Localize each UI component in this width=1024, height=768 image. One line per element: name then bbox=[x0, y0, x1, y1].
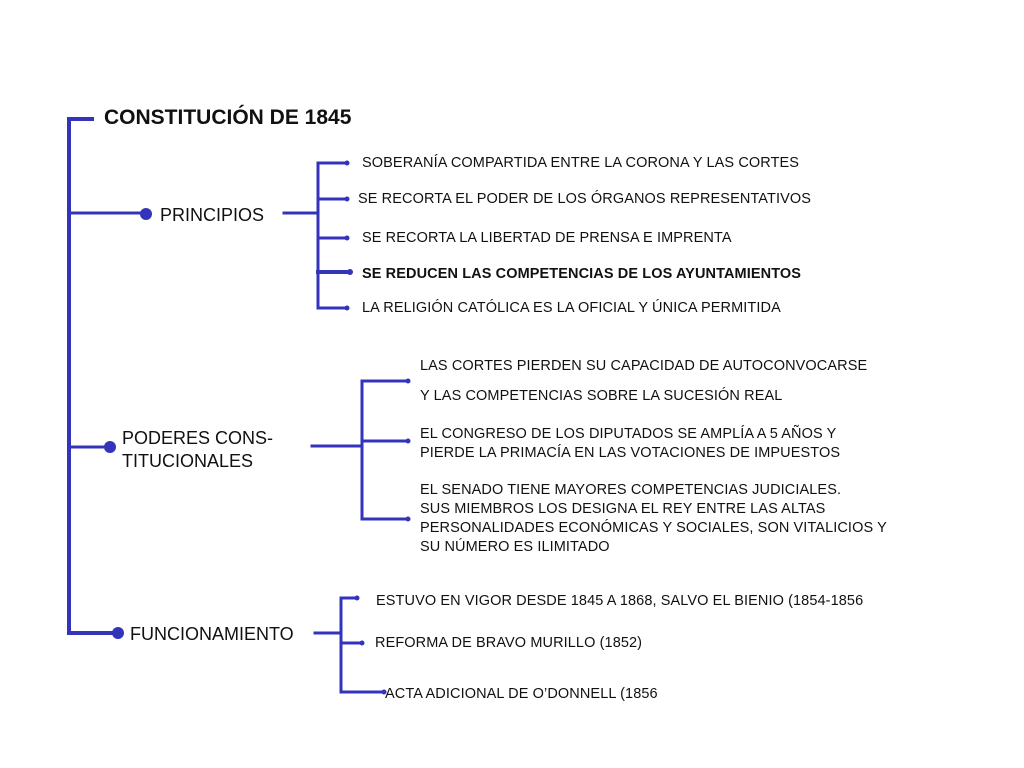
principio-item-2: SE RECORTA EL PODER DE LOS ÓRGANOS REPRESENTATIVOS bbox=[358, 191, 811, 207]
bullet-poderes bbox=[104, 441, 116, 453]
principio-item-4: SE REDUCEN LAS COMPETENCIAS DE LOS AYUNTAMIENTOS bbox=[362, 266, 802, 282]
bullet-principio-2 bbox=[345, 197, 350, 202]
bullet-poder-2 bbox=[406, 439, 411, 444]
bullet-principio-3 bbox=[345, 236, 350, 241]
bullet-principio-1 bbox=[345, 161, 350, 166]
bullet-principios bbox=[140, 208, 152, 220]
bullet-funcionamiento bbox=[112, 627, 124, 639]
principio-item-5: LA RELIGIÓN CATÓLICA ES LA OFICIAL Y ÚNICA PERMITIDA bbox=[362, 300, 781, 316]
branch-funcionamiento-label: FUNCIONAMIENTO bbox=[130, 624, 294, 644]
poderes-bracket bbox=[362, 381, 408, 519]
bullet-principio-5 bbox=[345, 306, 350, 311]
funcion-item-2: REFORMA DE BRAVO MURILLO (1852) bbox=[375, 635, 643, 651]
poder-item-1: LAS CORTES PIERDEN SU CAPACIDAD DE AUTOCONVOCARSE bbox=[420, 358, 868, 374]
branch-principios-label: PRINCIPIOS bbox=[160, 205, 265, 225]
main-trunk bbox=[69, 119, 118, 633]
poder-item-2: Y LAS COMPETENCIAS SOBRE LA SUCESIÓN REAL bbox=[420, 388, 783, 404]
funcion-item-1: ESTUVO EN VIGOR DESDE 1845 A 1868, SALVO EL BIENIO (1854-1856 bbox=[376, 593, 864, 609]
bullet-poder-1 bbox=[406, 379, 411, 384]
poder-item-4: EL SENADO TIENE MAYORES COMPETENCIAS JUDICIALES. SUS MIEMBROS LOS DESIGNA EL REY ENTRE LAS ALTAS PERSONALIDADES ECONÓMICAS Y SOCIALES, SON VITALICIOS Y SU NÚMERO ES ILIMITADO bbox=[420, 482, 887, 555]
funcion-item-3: ACTA ADICIONAL DE O’DONNELL (1856 bbox=[385, 686, 658, 702]
bullet-funcion-1 bbox=[355, 596, 360, 601]
bullet-funcion-2 bbox=[360, 641, 365, 646]
principio-item-3: SE RECORTA LA LIBERTAD DE PRENSA E IMPRENTA bbox=[362, 230, 732, 246]
page-title: CONSTITUCIÓN DE 1845 bbox=[104, 106, 352, 129]
bullet-principio-4 bbox=[347, 269, 353, 275]
principios-bracket bbox=[318, 163, 347, 308]
bullet-poder-3 bbox=[406, 517, 411, 522]
poder-item-3: EL CONGRESO DE LOS DIPUTADOS SE AMPLÍA A 5 AÑOS Y PIERDE LA PRIMACÍA EN LAS VOTACIONES DE IMPUESTOS bbox=[420, 426, 841, 461]
branch-poderes-label-line2: TITUCIONALES bbox=[122, 451, 254, 471]
branch-poderes-label-line1: PODERES CONS- bbox=[122, 428, 274, 448]
principio-item-1: SOBERANÍA COMPARTIDA ENTRE LA CORONA Y LAS CORTES bbox=[362, 155, 800, 171]
